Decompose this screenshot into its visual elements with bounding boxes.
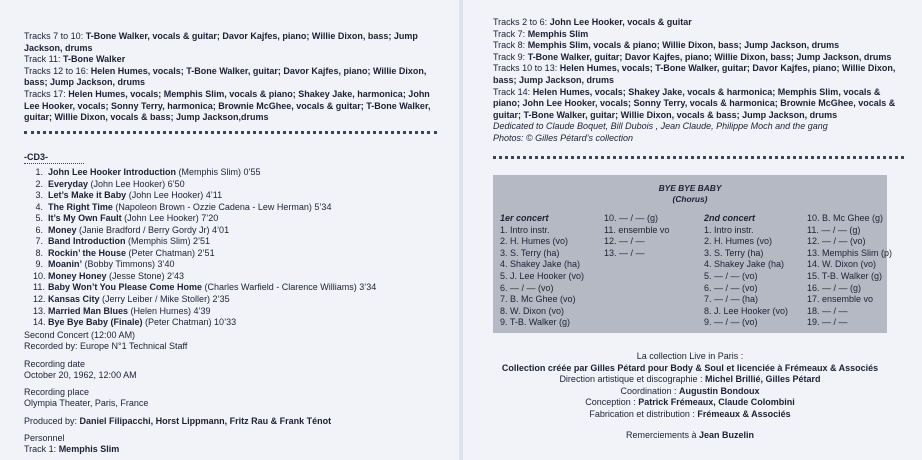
track-row: 11. Baby Won’t You Please Come Home (Charles Warfield - Clarence Williams) 3’34: [33, 282, 377, 293]
right-personnel: [493, 17, 904, 145]
concert2-heading: 2nd concert: [704, 213, 756, 223]
personnel-entry: Tracks 10 to 13: Helen Humes, vocals; T-Bone Walker, guitar; Davor Kajfes, piano; Willie Dixon, bass; Jump Jackson, drums: [493, 63, 896, 85]
track-row: 10. Money Honey (Jesse Stone) 2’43: [33, 270, 185, 281]
chorus-entry: 5. — / — (vo): [704, 270, 758, 281]
personnel-entry: Tracks 7 to 10: T-Bone Walker, vocals & guitar; Davor Kajfes, piano; Willie Dixon, bass; Jump Jackson, drums: [24, 31, 418, 53]
track-row: 2. Everyday (John Lee Hooker) 6’50: [35, 178, 185, 189]
photo-credit: Photos: © Gilles Pétard’s collection: [493, 132, 634, 143]
track-row: 3. Let’s Make it Baby (John Lee Hooker) 4’11: [35, 190, 223, 201]
credits-line: Collection créée par Gilles Pétard pour Body & Soul et licenciée à Frémeaux & Associés: [501, 362, 879, 373]
chorus-entry: 3. S. Terry (ha): [704, 247, 764, 258]
track-row: 13. Married Man Blues (Helen Humes) 4’39: [33, 305, 211, 316]
personnel-entry: Track 14: Helen Humes, vocals; Shakey Jake, vocals & harmonica; Memphis Slim, vocals & piano; John Lee Hooker, vocals; Sonny Terry, vocals & harmonica; Brownie McGhee, vocals & guitar; T-Bone Walker, guitar; Willie Dixon, vocals & bass; Jump Jackson, drums: [493, 86, 896, 120]
collection-credits: [493, 351, 887, 442]
recording-info: [24, 330, 437, 456]
chorus-entry: 7. — / — (ha): [704, 294, 759, 305]
credits-line: Remerciements à Jean Buzelin: [625, 430, 755, 440]
track-row: 1. John Lee Hooker Introduction (Memphis Slim) 0’55: [35, 167, 261, 177]
chorus-entry: 7. B. Mc Ghee (vo): [500, 294, 576, 305]
recorded-by: Recorded by: Europe N°1 Technical Staff: [24, 341, 188, 352]
personnel-entry: Track 7: Memphis Slim: [493, 28, 589, 39]
track-row: 4. The Right Time (Napoleon Brown - Ozzie Cadena - Lew Herman) 5’34: [35, 201, 332, 212]
chorus-entry: 6. — / — (vo): [500, 282, 554, 293]
chorus-entry: 5. J. Lee Hooker (vo): [500, 270, 585, 281]
chorus-entry: 14. W. Dixon (vo): [807, 259, 877, 270]
personnel-entry: Tracks 12 to 16: Helen Humes, vocals; T-Bone Walker, guitar; Davor Kajfes, piano; Willie Dixon, bass; Jump Jackson, drums: [24, 65, 427, 88]
credits-line: Fabrication et distribution : Frémeaux & Associés: [589, 408, 791, 419]
track-list: [33, 167, 376, 329]
concert2-column-a: [704, 213, 788, 329]
recording-place: Olympia Theater, Paris, France: [24, 398, 149, 409]
concert-line: Second Concert (12:00 AM): [24, 330, 136, 340]
personnel-entry: Track 9: T-Bone Walker, guitar; Davor Kajfes, piano; Willie Dixon, bass; Jump Jackson, drums: [493, 51, 892, 62]
chorus-entry: 12. — / —: [604, 236, 645, 247]
personnel-entry: Track 8: Memphis Slim, vocals & piano; Willie Dixon, bass; Jump Jackson, drums: [493, 40, 840, 51]
chorus-entry: 11. — / — (g): [807, 224, 861, 235]
track-row: 14. Bye Bye Baby (Finale) (Peter Chatman) 10’33: [33, 317, 237, 328]
dedication: Dedicated to Claude Boquet, Bill Dubois , Jean Claude, Philippe Moch and the gang: [493, 121, 828, 132]
chorus-entry: 3. S. Terry (ha): [500, 247, 560, 258]
chorus-entry: 12. — / — (vo): [807, 236, 866, 247]
chorus-entry: 17. ensemble vo: [807, 294, 874, 305]
personnel-entry: Track 11: T-Bone Walker: [24, 54, 126, 65]
chorus-entry: 11. ensemble vo: [604, 224, 670, 235]
concert2-column-b: [807, 213, 892, 329]
dotted-divider: [24, 131, 437, 134]
concert1-column-b: [604, 213, 669, 259]
chorus-subtitle: (Chorus): [672, 194, 708, 204]
recording-date-label: Recording date: [24, 358, 86, 369]
chorus-entry: 6. — / — (vo): [704, 282, 758, 293]
personnel-entry: Tracks 2 to 6: John Lee Hooker, vocals & guitar: [493, 17, 692, 27]
cd-label: -CD3-: [24, 152, 48, 162]
credits-line: Direction artistique et discographie : Michel Brillié, Gilles Pétard: [559, 374, 821, 384]
concert1-heading: 1er concert: [500, 213, 549, 223]
chorus-entry: 4. Shakey Jake (ha): [704, 259, 785, 270]
chorus-entry: 10. B. Mc Ghee (g): [807, 213, 884, 223]
produced-by: Produced by: Daniel Filipacchi, Horst Lippmann, Fritz Rau & Frank Ténot: [24, 415, 332, 426]
chorus-entry: 13. — / —: [604, 247, 645, 258]
chorus-entry: 15. T-B. Walker (g): [807, 270, 883, 281]
chorus-entry: 10. — / — (g): [604, 213, 659, 223]
chorus-entry: 4. Shakey Jake (ha): [500, 259, 581, 270]
chorus-entry: 8. J. Lee Hooker (vo): [704, 305, 789, 316]
cd-label-underline: [24, 163, 84, 164]
chorus-entry: 9. — / — (vo): [704, 317, 758, 328]
track-row: 9. Moanin’ (Bobby Timmons) 3’40: [35, 259, 175, 270]
chorus-entry: 8. W. Dixon (vo): [500, 305, 565, 316]
chorus-entry: 2. H. Humes (vo): [704, 236, 773, 247]
chorus-entry: 1. Intro instr.: [500, 224, 550, 235]
track-row: 12. Kansas City (Jerry Leiber / Mike Stoller) 2’35: [33, 294, 230, 305]
track-row: 5. It’s My Own Fault (John Lee Hooker) 7’20: [35, 213, 219, 224]
personnel-label: Personnel: [24, 433, 65, 444]
chorus-entry: 13. Memphis Slim (p): [807, 247, 893, 258]
chorus-entry: 9. T-B. Walker (g): [500, 317, 571, 328]
track-row: 7. Band Introduction (Memphis Slim) 2’51: [35, 236, 211, 247]
dotted-divider: [493, 156, 904, 159]
chorus-entry: 19. — / —: [807, 317, 848, 328]
chorus-title: BYE BYE BABY: [658, 183, 722, 193]
chorus-entry: 16. — / — (g): [807, 282, 862, 293]
chorus-entry: 18. — / —: [807, 305, 848, 316]
recording-place-label: Recording place: [24, 387, 90, 398]
concert1-column-a: [500, 213, 584, 329]
recording-date: October 20, 1962, 12:00 AM: [24, 369, 137, 380]
credits-line: Coordination : Augustin Bondoux: [620, 385, 760, 396]
left-personnel: [24, 31, 437, 124]
track-row: 6. Money (Janie Bradford / Berry Gordy Jr) 4’01: [35, 224, 230, 235]
chorus-entry: 2. H. Humes (vo): [500, 236, 569, 247]
track1-personnel: Track 1: Memphis Slim: [24, 444, 120, 455]
credits-line: Conception : Patrick Frémeaux, Claude Colombini: [585, 397, 795, 407]
credits-line: La collection Live in Paris :: [636, 351, 744, 361]
track-row: 8. Rockin’ the House (Peter Chatman) 2’51: [35, 247, 215, 258]
personnel-entry: Tracks 17: Helen Humes, vocals; Memphis Slim, vocals & piano; Shakey Jake, harmonica; John Lee Hooker, vocals; Sonny Terry, harmonica; Brownie McGhee, vocals & guitar; T-Bone Walker, guitar; Willie Dixon, vocals & bass; Jump Jackson,drums: [24, 88, 431, 123]
chorus-entry: 1. Intro instr.: [704, 224, 754, 235]
